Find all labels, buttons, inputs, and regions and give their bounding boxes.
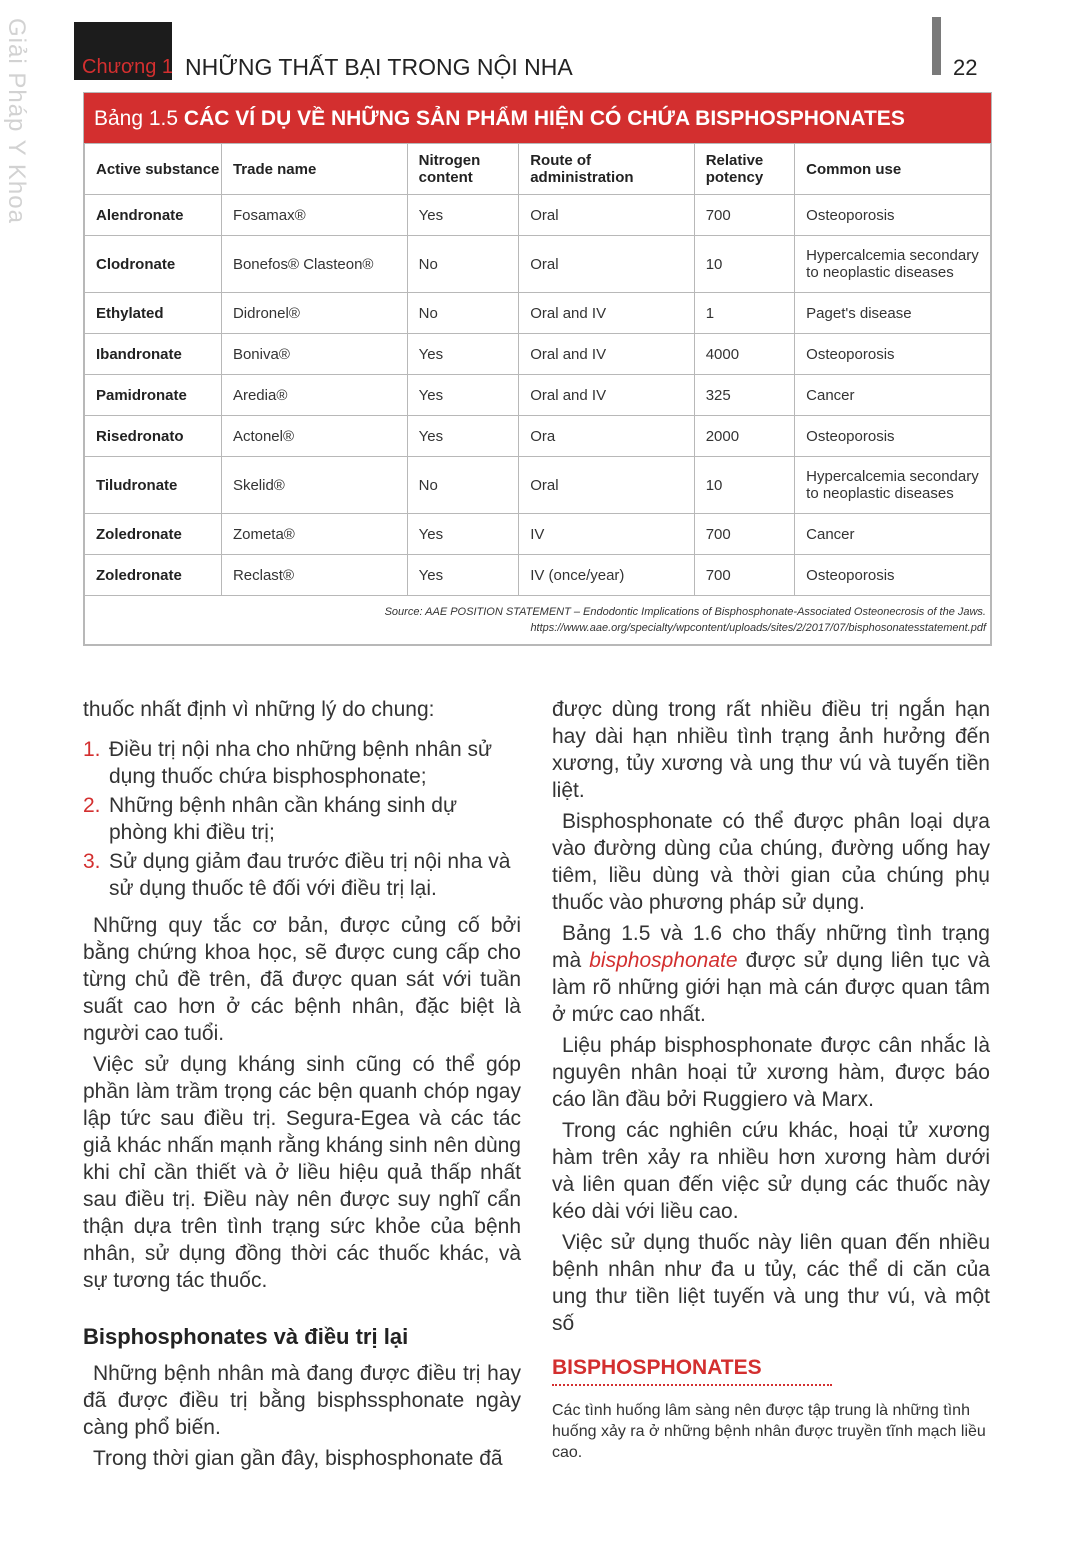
route-cell: Oral [519, 236, 695, 293]
trade-name-cell: Didronel® [221, 293, 407, 334]
trade-name-cell: Fosamax® [221, 195, 407, 236]
nitrogen-cell: Yes [407, 416, 519, 457]
callout-title: BISPHOSPHONATES [552, 1356, 832, 1386]
active-substance-cell: Risedronato [85, 416, 222, 457]
chapter-title: NHỮNG THẤT BẠI TRONG NỘI NHA [185, 54, 573, 80]
nitrogen-cell: Yes [407, 555, 519, 596]
table-row [85, 236, 991, 293]
callout-text: Các tình huống lâm sàng nên được tập trung là những tình huống xảy ra ở những bệnh nhân được truyền tĩnh mạch liều cao. [552, 1402, 986, 1461]
list-text: Những bệnh nhân cần kháng sinh dự phòng khi điều trị; [109, 794, 458, 844]
common-use-cell: Cancer [795, 514, 991, 555]
route-cell: Ora [519, 416, 695, 457]
nitrogen-cell: Yes [407, 375, 519, 416]
common-use-cell: Paget's disease [795, 293, 991, 334]
source-row [85, 596, 991, 645]
highlighted-term: bisphosphonate [589, 949, 738, 972]
route-cell: IV (once/year) [519, 555, 695, 596]
table-row [85, 555, 991, 596]
potency-cell: 700 [694, 514, 794, 555]
route-cell: IV [519, 514, 695, 555]
active-substance-cell: Alendronate [85, 195, 222, 236]
source-citation: Source: AAE POSITION STATEMENT – Endodontic Implications of Bisphosphonate-Associated Osteonecrosis of the Jaws. [384, 606, 986, 618]
bisphosphonate-table [83, 92, 992, 646]
page-number: 22 [953, 55, 978, 80]
nitrogen-cell: No [407, 293, 519, 334]
potency-cell: 4000 [694, 334, 794, 375]
nitrogen-cell: No [407, 457, 519, 514]
route-cell: Oral and IV [519, 293, 695, 334]
active-substance-cell: Zoledronate [85, 555, 222, 596]
data-table [84, 143, 991, 645]
trade-name-cell: Zometa® [221, 514, 407, 555]
section-heading: Bisphosphonates và điều trị lại [83, 1324, 409, 1349]
reasons-list [83, 736, 521, 902]
common-use-cell: Osteoporosis [795, 195, 991, 236]
route-cell: Oral and IV [519, 334, 695, 375]
common-use-cell: Osteoporosis [795, 555, 991, 596]
paragraph: Trong các nghiên cứu khác, hoại tử xương hàm trên xảy ra nhiều hơn xương hàm dưới và liên quan đến việc sử dụng các thuốc này kéo dài với liều cao. [552, 1119, 990, 1223]
intro-text: thuốc nhất định vì những lý do chung: [83, 698, 435, 721]
list-item [83, 736, 521, 790]
active-substance-cell: Zoledronate [85, 514, 222, 555]
column-header: Relative potency [694, 144, 794, 195]
table-row [85, 416, 991, 457]
paragraph: Bisphosphonate có thể được phân loại dựa vào đường dùng của chúng, đường uống hay tiêm, liều dùng và thời gian của chúng phụ thuốc vào phương pháp sử dụng. [552, 810, 990, 914]
route-cell: Oral and IV [519, 375, 695, 416]
trade-name-cell: Boniva® [221, 334, 407, 375]
paragraph-text: Bảng 1.5 và 1.6 cho thấy những tình trạng mà [552, 922, 990, 972]
trade-name-cell: Bonefos® Clasteon® [221, 236, 407, 293]
nitrogen-cell: Yes [407, 514, 519, 555]
table-header-row [85, 144, 991, 195]
source-note [85, 596, 991, 645]
table-row [85, 514, 991, 555]
paragraph: Việc sử dụng thuốc này liên quan đến nhiều bệnh nhân như đa u tủy, các thể di căn của ung thư tiền liệt tuyến và ung thư vú, và một số [552, 1231, 990, 1335]
paragraph: Những quy tắc cơ bản, được củng cố bởi bằng chứng khoa học, sẽ được cung cấp cho từng chủ đề trên, đã được quan sát với tuần suất cao hơn ở các bệnh nhân, đặc biệt là người cao tuổi. [83, 914, 521, 1045]
trade-name-cell: Actonel® [221, 416, 407, 457]
list-item [83, 848, 521, 902]
potency-cell: 10 [694, 457, 794, 514]
common-use-cell: Osteoporosis [795, 416, 991, 457]
paragraph: Liệu pháp bisphosphonate được cân nhắc là nguyên nhân hoại tử xương hàm, được báo cáo lần đầu bởi Ruggiero và Marx. [552, 1034, 990, 1111]
route-cell: Oral [519, 195, 695, 236]
potency-cell: 2000 [694, 416, 794, 457]
paragraph: Việc sử dụng kháng sinh cũng có thể góp phần làm trầm trọng các bện quanh chóp ngay lập tức sau điều trị. Segura-Egea và các tác giả khác nhấn mạnh rằng kháng sinh nên dùng khi chỉ cần thiết và ở liều hiệu quả thấp nhất sau điều trị. Điều này nên được suy nghĩ cẩn thận dựa trên tình trạng sức khỏe của bệnh nhân, sử dụng đồng thời các thuốc khác, và sự tương tác thuốc. [83, 1053, 521, 1292]
potency-cell: 10 [694, 236, 794, 293]
potency-cell: 700 [694, 555, 794, 596]
paragraph: được dùng trong rất nhiều điều trị ngắn hạn hay dài hạn nhiều tình trạng ảnh hưởng đến xương, tủy xương và ung thư vú và tuyến tiền liệt. [552, 698, 990, 802]
active-substance-cell: Ethylated [85, 293, 222, 334]
trade-name-cell: Skelid® [221, 457, 407, 514]
trade-name-cell: Aredia® [221, 375, 407, 416]
trade-name-cell: Reclast® [221, 555, 407, 596]
list-item [83, 792, 521, 846]
active-substance-cell: Tiludronate [85, 457, 222, 514]
list-text: Sử dụng giảm đau trước điều trị nội nha và sử dụng thuốc tê đối với điều trị lại. [109, 850, 511, 900]
column-header: Route of administration [519, 144, 695, 195]
list-number: 1. [83, 738, 101, 761]
active-substance-cell: Pamidronate [85, 375, 222, 416]
left-column [83, 696, 521, 1476]
paragraph-text: được sử dụng liên tục và làm rõ những giới hạn mà cán được quan tâm ở mức cao nhất. [552, 949, 990, 1026]
nitrogen-cell: No [407, 236, 519, 293]
table-caption-title: CÁC VÍ DỤ VỀ NHỮNG SẢN PHẨM HIỆN CÓ CHỨA BISPHOSPHONATES [183, 107, 905, 130]
potency-cell: 325 [694, 375, 794, 416]
common-use-cell: Hypercalcemia secondary to neoplastic diseases [795, 236, 991, 293]
table-row [85, 195, 991, 236]
common-use-cell: Hypercalcemia secondary to neoplastic diseases [795, 457, 991, 514]
nitrogen-cell: Yes [407, 195, 519, 236]
column-header: Common use [795, 144, 991, 195]
paragraph: Trong thời gian gần đây, bisphosphonate đã [93, 1447, 503, 1470]
source-url: https://www.aae.org/specialty/wpcontent/uploads/sites/2/2017/07/bisphosonatesstatement.pdf [530, 622, 986, 634]
list-number: 2. [83, 794, 101, 817]
page-divider-bar [932, 17, 941, 75]
table-row [85, 293, 991, 334]
potency-cell: 700 [694, 195, 794, 236]
table-row [85, 457, 991, 514]
table-row [85, 334, 991, 375]
list-text: Điều trị nội nha cho những bệnh nhân sử dụng thuốc chứa bisphosphonate; [109, 738, 493, 788]
column-header: Nitrogen content [407, 144, 519, 195]
paragraph [552, 920, 990, 1028]
route-cell: Oral [519, 457, 695, 514]
active-substance-cell: Ibandronate [85, 334, 222, 375]
table-caption [84, 93, 991, 143]
right-column [552, 696, 990, 1341]
list-number: 3. [83, 850, 101, 873]
common-use-cell: Osteoporosis [795, 334, 991, 375]
paragraph: Những bệnh nhân mà đang được điều trị hay đã được điều trị bằng bisphssphonate ngày càng phổ biến. [83, 1362, 521, 1439]
callout-box [552, 1356, 990, 1463]
column-header: Active substance [85, 144, 222, 195]
chapter-label: Chương 1 [82, 56, 173, 78]
active-substance-cell: Clodronate [85, 236, 222, 293]
table-caption-prefix: Bảng 1.5 [94, 107, 179, 130]
nitrogen-cell: Yes [407, 334, 519, 375]
watermark: Giải Pháp Y Khoa [3, 18, 30, 224]
table-row [85, 375, 991, 416]
common-use-cell: Cancer [795, 375, 991, 416]
potency-cell: 1 [694, 293, 794, 334]
column-header: Trade name [221, 144, 407, 195]
